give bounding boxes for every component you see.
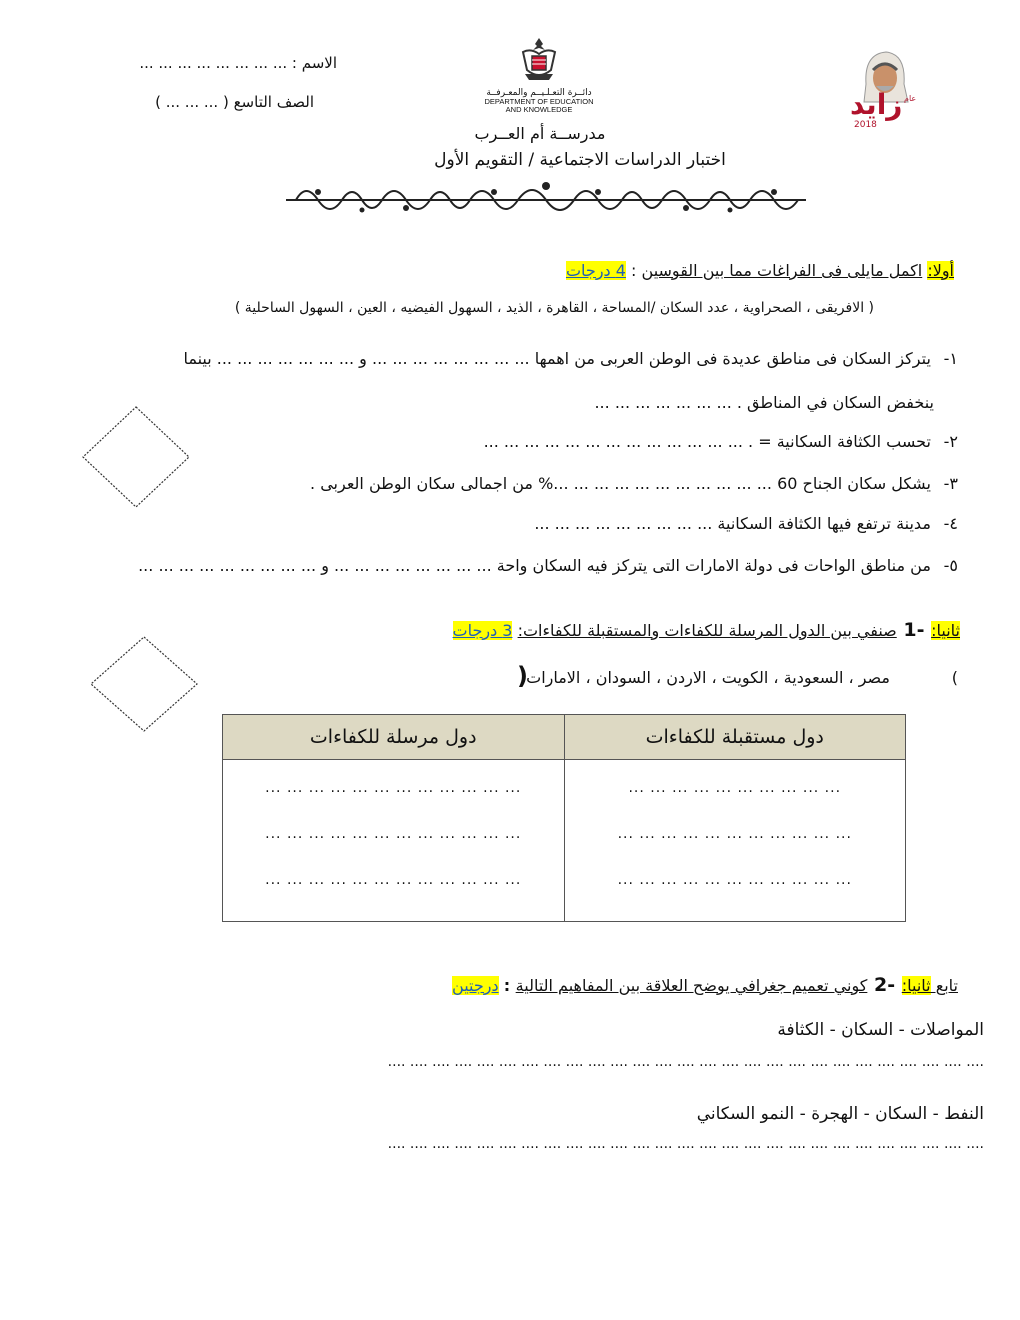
question-2-number: ٢- (943, 432, 958, 451)
question-5-text: من مناطق الواحات فى دولة الامارات التى يتركز فيه السكان واحة ... ... ... ... ... ... ... ... و ... ... ... ... ... ... ... ... ... (138, 556, 931, 575)
section3-label: ثانيا: (901, 976, 931, 995)
score-box-diamond-1 (80, 404, 192, 510)
section3-colon: : (503, 976, 516, 995)
receiving-countries-cell[interactable] (564, 760, 906, 922)
section3-title (452, 974, 958, 996)
class-line[interactable]: الصف التاسع ( ... ... ... ) (155, 93, 314, 111)
question-1-continuation[interactable]: ينخفض السكان في المناطق . ... ... ... ... ... ... ... (594, 393, 934, 412)
table-row (223, 760, 906, 922)
department-name-english-line2: AND KNOWLEDGE (505, 105, 573, 114)
question-3-text: يشكل سكان الجناح 60 ... ... ... ... ... ... ... ... ... ... ...% من اجمالى سكان الوطن العربى . (310, 474, 931, 493)
zayed-logo-year: 2018 (854, 120, 877, 130)
receiving-blank-2[interactable]: ... ... ... ... ... ... ... ... ... ... ... (617, 826, 852, 842)
country-list-text: مصر ، السعودية ، الكويت ، الاردن ، السودان ، الامارات (526, 668, 890, 687)
section1-label: أولا: (927, 261, 954, 280)
question-1-number: ١- (943, 349, 958, 368)
section2-marks: 3 درجات (452, 621, 513, 640)
question-4-text: مدينة ترتفع فيها الكثافة السكانية ... ... ... ... ... ... ... ... ... (534, 514, 931, 533)
section1-colon: : (631, 261, 642, 280)
department-logo (479, 36, 599, 114)
zayed-logo-prefix: عام (904, 94, 917, 103)
section3-instruction: كوني تعميم جغرافي يوضح العلاقة بين المفاهيم التالية (515, 976, 868, 995)
question-3[interactable] (310, 474, 958, 493)
question-2-text: تحسب الكثافة السكانية = . ... ... ... ... ... ... ... ... ... ... ... ... ... (483, 432, 931, 451)
question-5-number: ٥- (943, 556, 958, 575)
section3-number: -2 (867, 974, 902, 996)
section2-number: -1 (896, 619, 932, 641)
country-list-close-paren: ( (517, 662, 528, 690)
header-sending-countries: دول مرسلة للكفاءات (223, 715, 565, 760)
student-name-line[interactable]: الاسم : ... ... ... ... ... ... ... ... (139, 54, 337, 72)
question-3-number: ٣- (943, 474, 958, 493)
school-name: مدرســة أم العــرب (474, 124, 606, 143)
table-header-row (223, 715, 906, 760)
section2-instruction: صنفي بين الدول المرسلة للكفاءات والمستقبلة للكفاءات: (517, 621, 897, 640)
section2-country-list (58, 662, 958, 696)
section1-title (566, 261, 954, 280)
department-name-arabic: دائــرة التعـلـيــم والمعـرفــة (486, 88, 592, 98)
department-name-english-line1: DEPARTMENT OF EDUCATION (484, 97, 594, 106)
sending-countries-cell[interactable] (223, 760, 565, 922)
year-of-zayed-logo (846, 44, 920, 132)
receiving-blank-1[interactable]: ... ... ... ... ... ... ... ... ... ... (628, 780, 842, 796)
zayed-logo-text: زايد (850, 88, 903, 121)
section2-label: ثانيا: (931, 621, 960, 640)
question-1-text: يتركز السكان فى مناطق عديدة فى الوطن العربى من اهمها ... ... ... ... ... ... ... ... و ... ... ... ... ... ... ... بينما (183, 349, 931, 368)
sending-blank-1[interactable]: ... ... ... ... ... ... ... ... ... ... ... ... (265, 780, 522, 796)
receiving-blank-3[interactable]: ... ... ... ... ... ... ... ... ... ... ... (617, 872, 852, 888)
department-name-english (479, 98, 599, 114)
sending-blank-2[interactable]: ... ... ... ... ... ... ... ... ... ... ... ... (265, 826, 522, 842)
section1-marks: 4 درجات (565, 261, 626, 280)
concepts-set-2: النفط - السكان - الهجرة - النمو السكاني (696, 1104, 984, 1124)
sending-blank-3[interactable]: ... ... ... ... ... ... ... ... ... ... ... ... (265, 872, 522, 888)
question-5[interactable] (138, 556, 958, 575)
header-receiving-countries: دول مستقبلة للكفاءات (564, 715, 906, 760)
section1-instruction: اكمل مايلى فى الفراغات مما بين القوسين (641, 261, 923, 280)
decorative-divider-icon (276, 178, 816, 222)
answer-line-1[interactable]: .... .... .... .... .... .... .... .... .... .... .... .... .... .... .... .... .... .... .... .... .... .... .... .... .... .... .... (387, 1054, 984, 1070)
section2-title (453, 619, 960, 641)
concepts-set-1: المواصلات - السكان - الكثافة (777, 1020, 984, 1040)
falcon-emblem-icon (517, 36, 561, 82)
competencies-table (222, 714, 906, 922)
question-4[interactable] (534, 514, 958, 533)
exam-title: اختبار الدراسات الاجتماعية / التقويم الأول (434, 150, 726, 170)
answer-line-2[interactable]: .... .... .... .... .... .... .... .... .... .... .... .... .... .... .... .... .... .... .... .... .... .... .... .... .... .... .... (387, 1136, 984, 1152)
country-list-open-paren: ) (951, 668, 958, 687)
section1-word-bank: ( الافريقى ، الصحراوية ، عدد السكان /المساحة ، القاهرة ، الذيد ، السهول الفيضيه ، العين ، السهول الساحلية ) (234, 300, 874, 316)
question-4-number: ٤- (943, 514, 958, 533)
question-2[interactable] (484, 432, 958, 451)
section3-marks: درجتين (452, 976, 499, 995)
question-1[interactable] (183, 349, 958, 368)
section3-prefix: تابع (930, 976, 958, 995)
